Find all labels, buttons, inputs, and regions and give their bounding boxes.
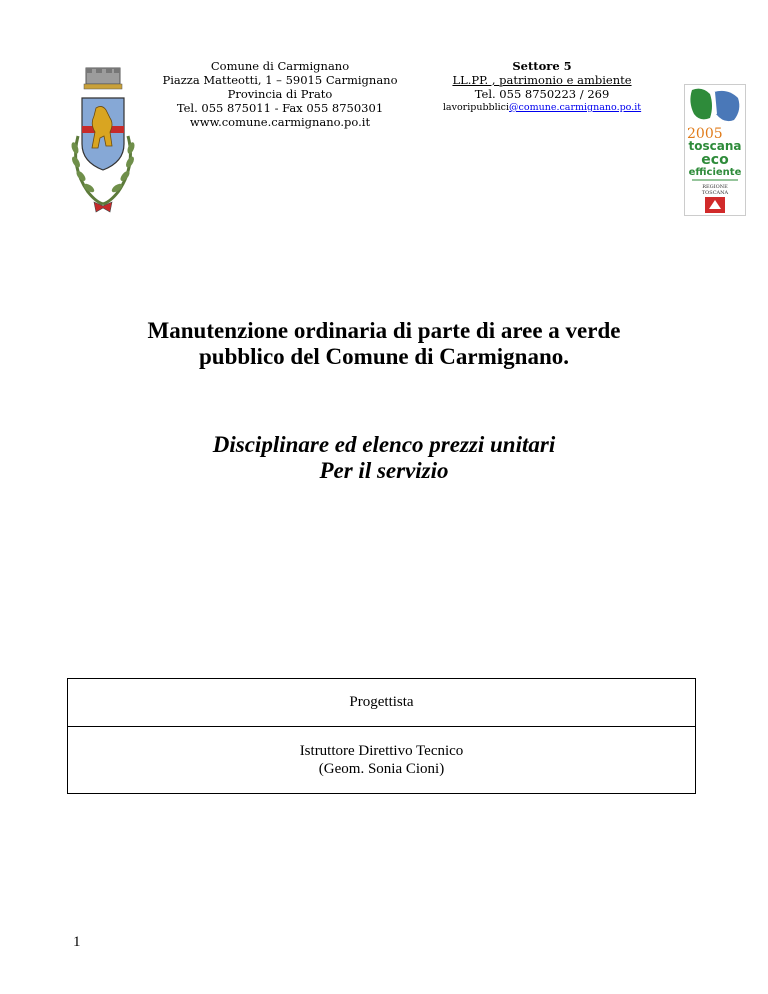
municipality-province: Provincia di Prato	[227, 87, 333, 101]
designer-table-body-row	[68, 727, 696, 794]
municipality-crest	[68, 66, 138, 216]
badge-efficiente: efficiente	[688, 167, 742, 178]
document-title	[0, 318, 768, 370]
designer-header-cell: Progettista	[68, 679, 696, 727]
office-sector: Settore 5	[512, 59, 572, 73]
office-email-user: lavoripubblici	[442, 102, 510, 113]
document-title-line2: pubblico del Comune di Carmignano.	[199, 344, 569, 369]
designer-role: Istruttore Direttivo Tecnico	[299, 743, 464, 759]
office-email	[440, 101, 644, 115]
document-subtitle-line1: Disciplinare ed elenco prezzi unitari	[212, 432, 556, 457]
designer-name: (Geom. Sonia Cioni)	[318, 761, 445, 777]
badge-year: 2005	[687, 126, 723, 142]
badge-toscana: toscana	[688, 139, 742, 153]
toscana-eco-efficiente-logo	[684, 84, 746, 216]
municipality-address-block	[150, 59, 410, 129]
designer-table-header-row	[68, 679, 696, 727]
badge-region-line1: REGIONE	[702, 184, 728, 190]
municipality-name: Comune di Carmignano	[210, 59, 350, 73]
badge-eco: eco	[701, 152, 729, 168]
municipality-website[interactable]: www.comune.carmignano.po.it	[189, 115, 371, 129]
office-email-link[interactable]: @comune.carmignano.po.it	[509, 102, 642, 113]
badge-region-line2: TOSCANA	[701, 190, 729, 196]
document-subtitle-line2: Per il servizio	[319, 458, 449, 483]
municipality-phone: Tel. 055 875011 - Fax 055 8750301	[176, 101, 384, 115]
document-title-line1: Manutenzione ordinaria di parte di aree a verde	[147, 318, 621, 343]
designer-info-cell	[68, 727, 696, 794]
office-department: LL.PP. , patrimonio e ambiente	[452, 73, 632, 87]
municipality-address: Piazza Matteotti, 1 – 59015 Carmignano	[162, 73, 398, 87]
document-subtitle	[0, 432, 768, 484]
office-contact-block	[440, 59, 644, 115]
page-number: 1	[73, 934, 81, 950]
office-phone: Tel. 055 8750223 / 269	[474, 87, 610, 101]
designer-table	[67, 678, 696, 794]
